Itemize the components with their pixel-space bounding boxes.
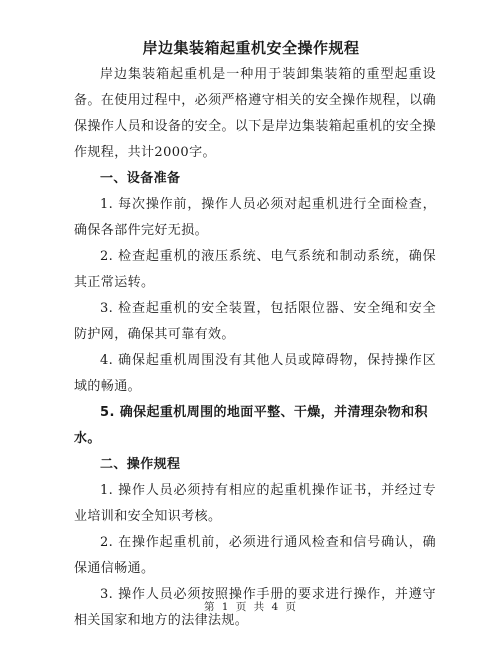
list-item: 1. 每次操作前，操作人员必须对起重机进行全面检查，确保各部件完好无损。 xyxy=(74,197,436,238)
section-heading-operation: 二、操作规程 xyxy=(100,457,181,472)
intro-paragraph: 岸边集装箱起重机是一种用于装卸集装箱的重型起重设备。在使用过程中，必须严格遵守相关的安全操作规程，以确保操作人员和设备的安全。以下是岸边集装箱起重机的安全操作规程，共计2000字。 xyxy=(74,67,436,160)
section-heading-equipment: 一、设备准备 xyxy=(100,171,181,186)
page-number-footer: 第 1 页 共 4 页 xyxy=(203,601,299,613)
list-item: 2. 在操作起重机前，必须进行通风检查和信号确认，确保通信畅通。 xyxy=(74,535,436,576)
list-item: 2. 检查起重机的液压系统、电气系统和制动系统，确保其正常运转。 xyxy=(74,249,436,290)
document-title: 岸边集装箱起重机安全操作规程 xyxy=(142,39,360,57)
list-item: 3. 操作人员必须按照操作手册的要求进行操作，并遵守相关国家和地方的法律法规。 xyxy=(74,587,436,628)
list-item: 1. 操作人员必须持有相应的起重机操作证书，并经过专业培训和安全知识考核。 xyxy=(74,483,436,524)
list-item: 3. 检查起重机的安全装置，包括限位器、安全绳和安全防护网，确保其可靠有效。 xyxy=(74,301,436,342)
document-body xyxy=(74,62,436,634)
bold-list-item: 5. 确保起重机周围的地面平整、干燥，并清理杂物和积水。 xyxy=(74,405,428,446)
list-item: 4. 确保起重机周围没有其他人员或障碍物，保持操作区域的畅通。 xyxy=(74,353,436,394)
